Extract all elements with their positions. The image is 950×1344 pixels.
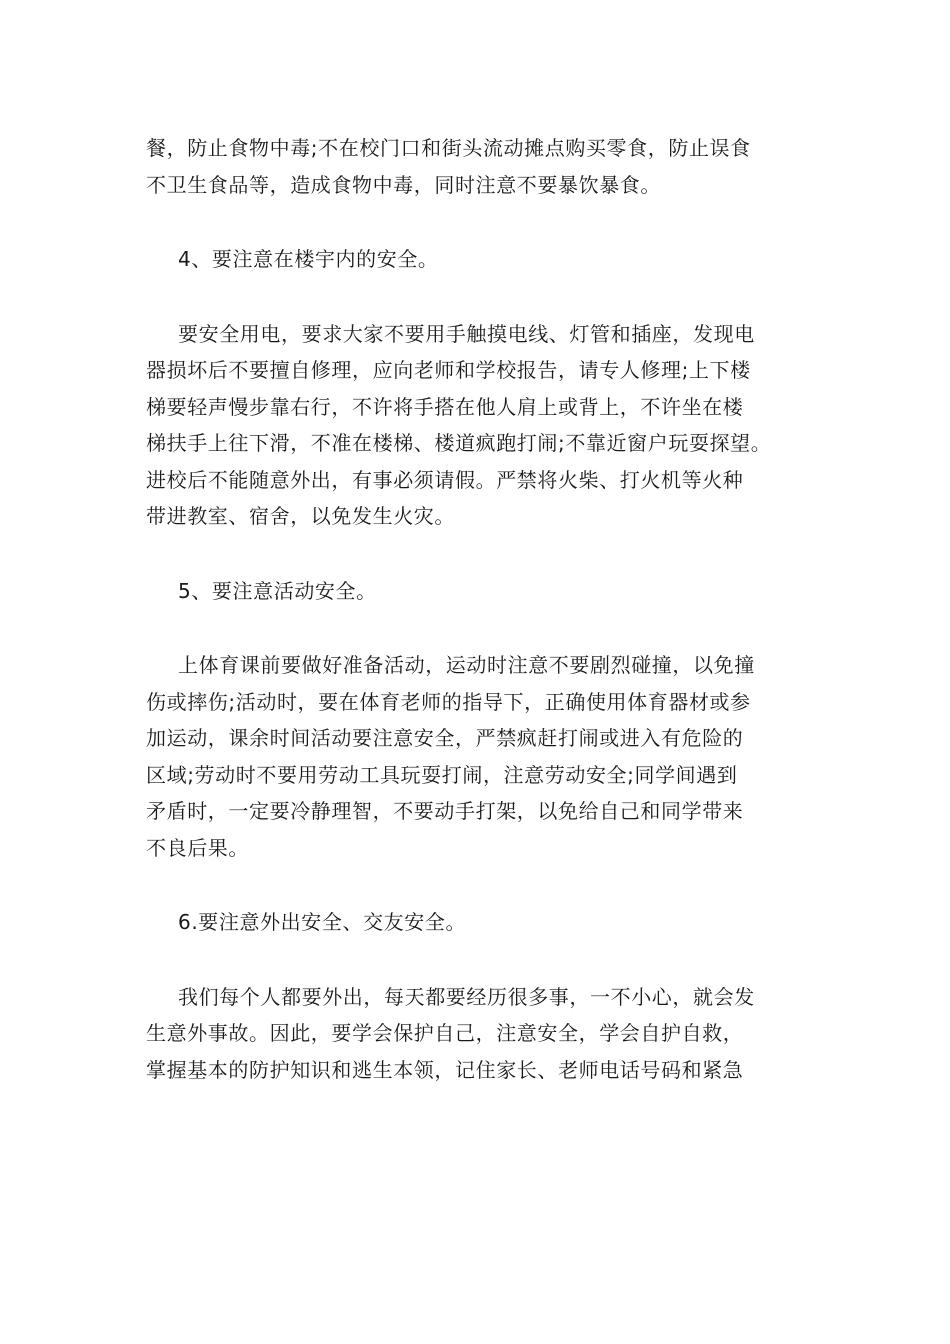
text-line: 器损坏后不要擅自修理，应向老师和学校报告，请专人修理;上下楼 bbox=[146, 358, 751, 382]
text-line: 不良后果。 bbox=[146, 835, 249, 860]
document-page bbox=[146, 130, 811, 1126]
text-line: 进校后不能随意外出，有事必须请假。严禁将火柴、打火机等火种 bbox=[146, 467, 744, 492]
text-line: 矛盾时，一定要冷静理智，不要动手打架，以免给自己和同学带来 bbox=[146, 799, 744, 823]
text-line: 餐，防止食物中毒;不在校门口和街头流动摊点购买零食，防止误食 bbox=[146, 136, 751, 160]
text-line: 梯扶手上往下滑，不准在楼梯、楼道疯跑打闹;不靠近窗户玩耍探望。 bbox=[146, 431, 772, 455]
heading-text: 4、要注意在楼宇内的安全。 bbox=[178, 247, 439, 271]
paragraph-activity-safety bbox=[146, 647, 811, 866]
section-heading-6 bbox=[146, 904, 811, 941]
text-line: 上体育课前要做好准备活动，运动时注意不要剧烈碰撞，以免撞 bbox=[178, 653, 755, 677]
text-line: 梯要轻声慢步靠右行，不许将手搭在他人肩上或背上，不许坐在楼 bbox=[146, 394, 744, 419]
text-line: 生意外事故。因此，要学会保护自己，注意安全，学会自护自救， bbox=[146, 1021, 744, 1045]
text-line: 伤或摔伤;活动时，要在体育老师的指导下，正确使用体育器材或参 bbox=[146, 689, 751, 714]
section-heading-5 bbox=[146, 573, 811, 610]
paragraph-outing-safety bbox=[146, 979, 811, 1089]
paragraph-building-safety bbox=[146, 316, 811, 535]
heading-text: 5、要注意活动安全。 bbox=[178, 578, 377, 603]
text-line: 不卫生食品等，造成食物中毒，同时注意不要暴饮暴食。 bbox=[146, 172, 661, 197]
text-line: 掌握基本的防护知识和逃生本领，记住家长、老师电话号码和紧急 bbox=[146, 1057, 744, 1082]
text-line: 要安全用电，要求大家不要用手触摸电线、灯管和插座，发现电 bbox=[178, 321, 755, 346]
paragraph-food-safety-continuation bbox=[146, 130, 811, 203]
text-line: 我们每个人都要外出，每天都要经历很多事，一不小心，就会发 bbox=[178, 984, 755, 1009]
text-line: 带进教室、宿舍，以免发生火灾。 bbox=[146, 504, 455, 528]
text-line: 加运动，课余时间活动要注意安全，严禁疯赶打闹或进入有危险的 bbox=[146, 726, 744, 750]
text-line: 区域;劳动时不要用劳动工具玩耍打闹，注意劳动安全;同学间遇到 bbox=[146, 762, 738, 787]
section-heading-4 bbox=[146, 241, 811, 278]
heading-text: 6.要注意外出安全、交友安全。 bbox=[178, 910, 467, 934]
